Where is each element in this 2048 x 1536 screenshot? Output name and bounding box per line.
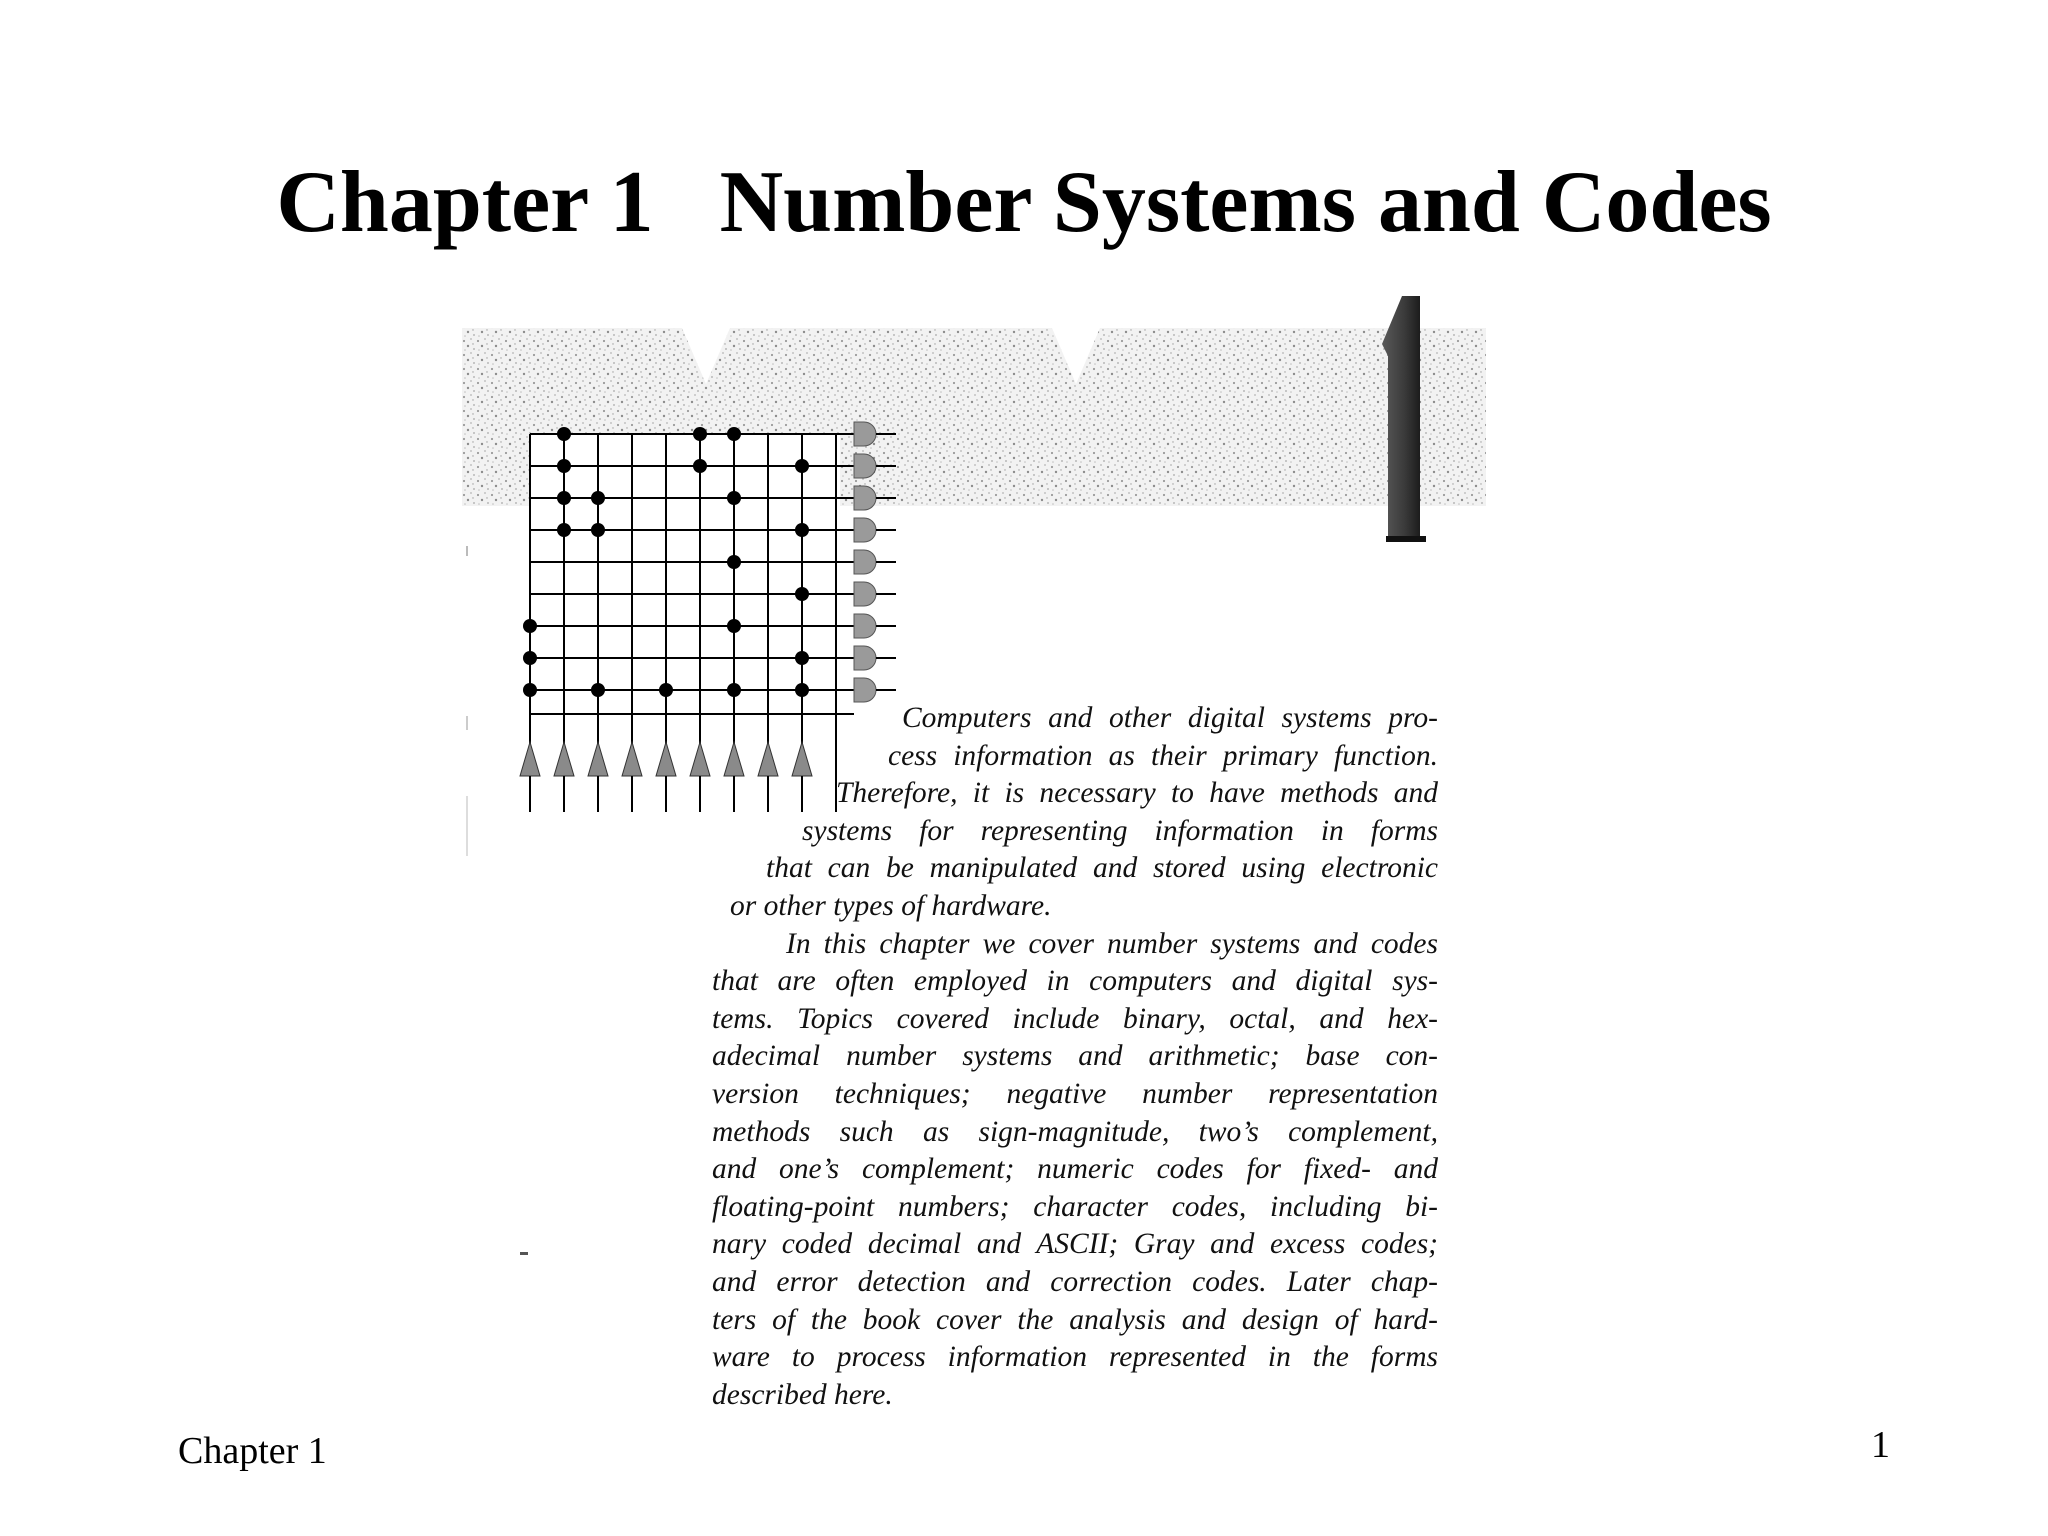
text-line: In this chapter we cover number systems and codes	[786, 927, 1438, 960]
text-line: ware to process information represented in the forms	[712, 1341, 1438, 1374]
connection-dot	[727, 683, 741, 697]
connection-dot	[591, 683, 605, 697]
connection-dot	[557, 459, 571, 473]
connection-dot	[795, 683, 809, 697]
text-line: systems for representing information in forms	[802, 814, 1438, 847]
and-gate-shape	[854, 550, 876, 574]
connection-dot	[795, 523, 809, 537]
connection-dot	[523, 651, 537, 665]
text-line: Therefore, it is necessary to have methods and	[836, 777, 1438, 810]
connection-dot	[727, 427, 741, 441]
text-line: that are often employed in computers and digital sys-	[712, 965, 1438, 998]
and-gate-shape	[854, 486, 876, 510]
text-line: tems. Topics covered include binary, octal, and hex-	[712, 1002, 1438, 1035]
connection-dot	[557, 427, 571, 441]
text-line: and error detection and correction codes. Later chap-	[712, 1265, 1438, 1298]
connection-dot	[795, 651, 809, 665]
text-line: methods such as sign-magnitude, two’s complement,	[712, 1115, 1438, 1148]
and-gate-shape	[854, 454, 876, 478]
chapter-intro-text	[240, 700, 1438, 1414]
connection-dot	[727, 619, 741, 633]
footer-chapter-label: Chapter 1	[178, 1430, 327, 1472]
text-line: floating-point numbers; character codes, including bi-	[712, 1190, 1438, 1223]
and-gate-shape	[854, 518, 876, 542]
connection-dot	[795, 587, 809, 601]
and-gate-shape	[854, 646, 876, 670]
and-gate-shape	[854, 678, 876, 702]
connection-dot	[523, 683, 537, 697]
text-line: described here.	[712, 1378, 893, 1411]
grid-background	[530, 434, 840, 714]
connection-dot	[727, 555, 741, 569]
text-line: adecimal number systems and arithmetic; base con-	[712, 1040, 1438, 1073]
text-line: cess information as their primary function.	[888, 739, 1438, 772]
connection-dot	[557, 523, 571, 537]
connection-dot	[523, 619, 537, 633]
connection-dot	[727, 491, 741, 505]
text-line: ters of the book cover the analysis and design of hard-	[712, 1303, 1438, 1336]
text-line: Computers and other digital systems pro-	[902, 702, 1438, 734]
connection-dot	[693, 459, 707, 473]
text-line: nary coded decimal and ASCII; Gray and excess codes;	[712, 1228, 1438, 1261]
slide-title: Chapter 1 Number Systems and Codes	[276, 154, 1772, 251]
scan-mark	[466, 546, 468, 556]
text-line: and one’s complement; numeric codes for fixed- and	[712, 1153, 1438, 1186]
connection-dot	[693, 427, 707, 441]
text-line: or other types of hardware.	[730, 889, 1052, 922]
and-gate-shape	[854, 422, 876, 446]
connection-dot	[659, 683, 673, 697]
connection-dot	[591, 523, 605, 537]
and-gate-shape	[854, 582, 876, 606]
connection-dot	[591, 491, 605, 505]
connection-dot	[557, 491, 571, 505]
big-numeral-label: 1	[1502, 328, 1507, 339]
and-gate-shape	[854, 614, 876, 638]
text-line: version techniques; negative number representation	[712, 1077, 1438, 1110]
connection-dot	[795, 459, 809, 473]
text-line: that can be manipulated and stored using electronic	[766, 852, 1438, 885]
page-number: 1	[1871, 1424, 1890, 1466]
